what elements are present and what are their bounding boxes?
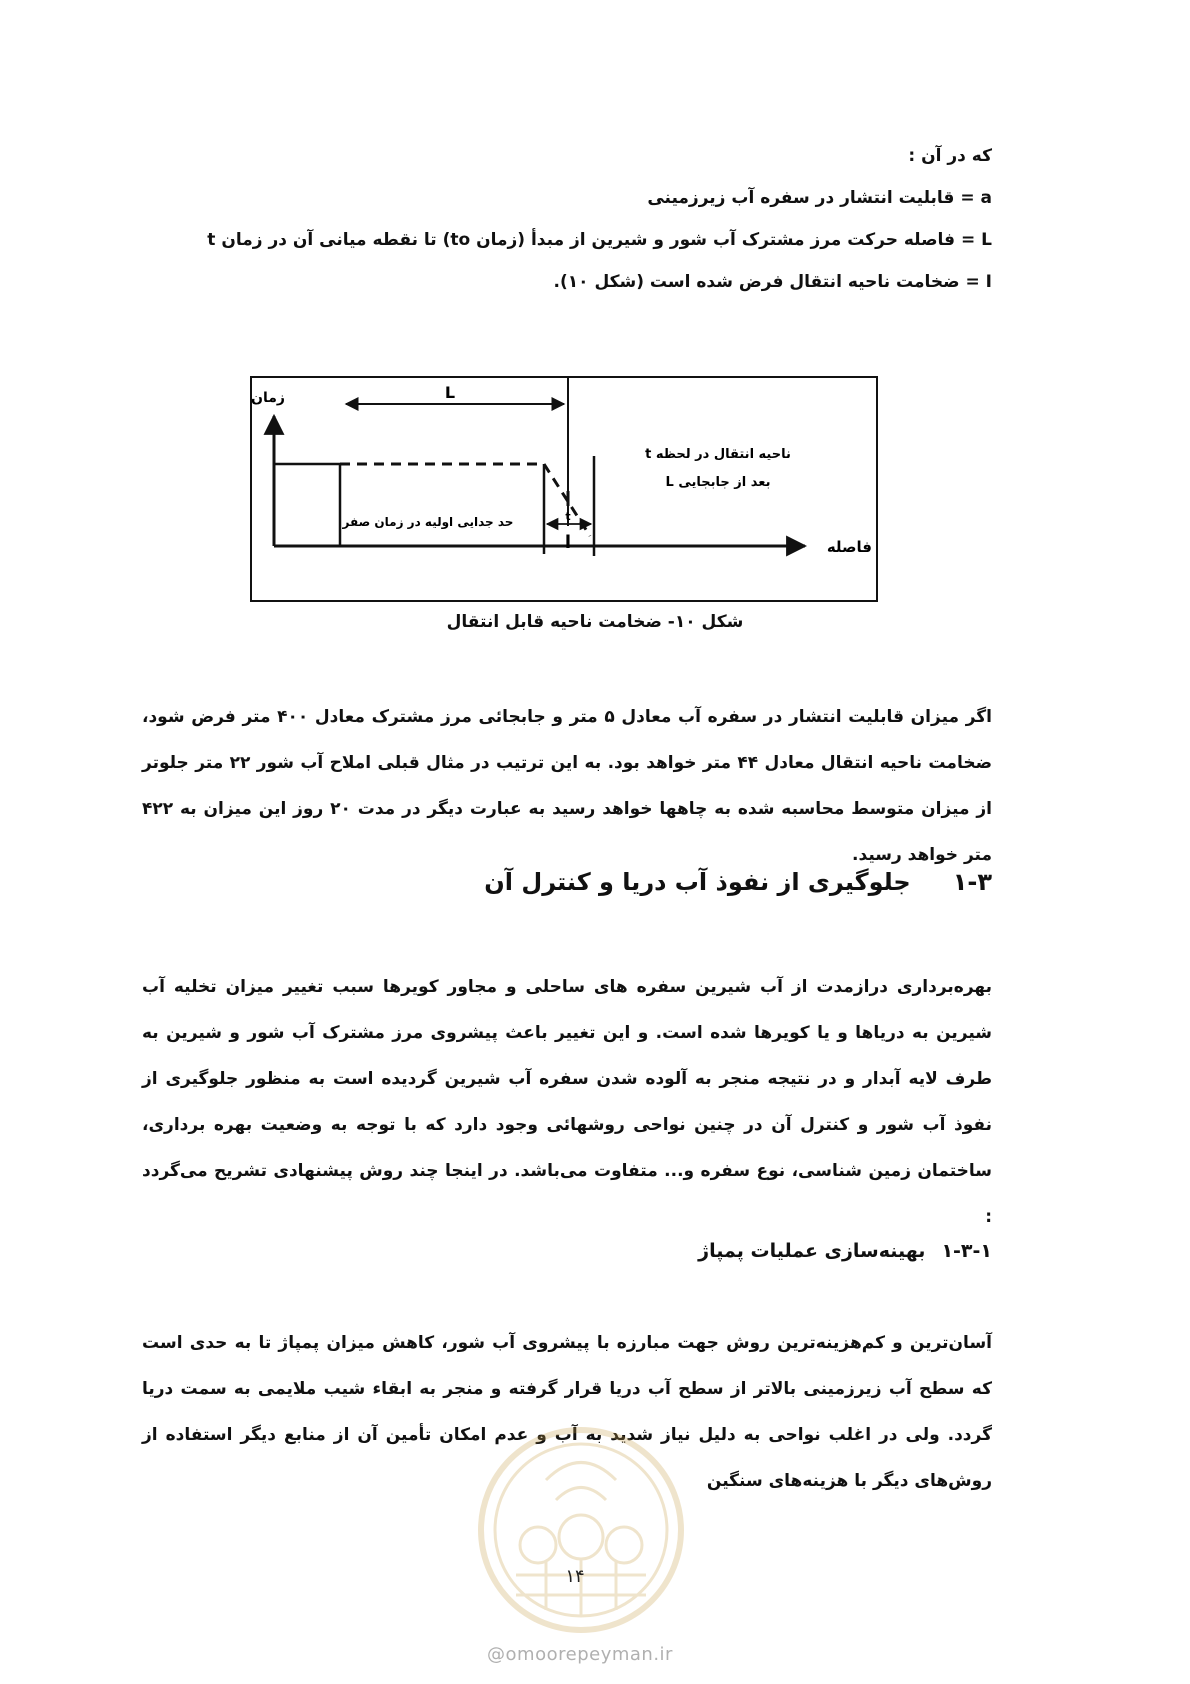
definition-I: [554, 272, 992, 292]
definitions-intro: که در آن :: [908, 146, 992, 166]
paragraph-seawater-intrusion: [142, 964, 992, 1240]
paragraph-text: اگر میزان قابلیت انتشار در سفره آب معادل ۵ متر و جابجائی مرز مشترک معادل ۴۰۰ متر فرض شود، ضخامت ناحیه انتقال معادل ۴۴ متر خواهد بود. به این ترتیب در مثال قبلی املاح آب شور ۲۲ متر جلوتر از میزان متوسط محاسبه شده به چاهها خواهد رسید به عبارت دیگر در مدت ۲۰ روز این میزان به ۴۲۲ متر خواهد رسید.: [142, 707, 993, 865]
paragraph-diffusion-example: [142, 694, 992, 878]
definition-symbol: L: [981, 230, 992, 250]
site-watermark: @omoorepeyman.ir: [487, 1644, 673, 1665]
definition-a: [647, 188, 992, 208]
L-label: L: [444, 383, 456, 402]
figure-frame: [251, 377, 877, 601]
definition-L: [207, 230, 992, 250]
subsection-number: ۱-۳-۱: [941, 1240, 992, 1262]
page-number: ۱۴: [565, 1566, 585, 1587]
figure-caption: شکل ۱۰- ضخامت ناحیه قابل انتقال: [446, 612, 744, 632]
zone-label-line1: ناحیه انتقال در لحظه t: [645, 447, 791, 462]
small-t-label: t: [565, 510, 571, 523]
section-number: ۱-۳: [952, 868, 992, 896]
y-axis-label: زمان: [251, 390, 285, 406]
section-title: جلوگیری از نفوذ آب دریا و کنترل آن: [484, 868, 911, 896]
definition-text: = فاصله حرکت مرز مشترک آب شور و شیرین از مبدأ (زمان to) تا نقطه میانی آن در زمان t: [207, 230, 976, 250]
initial-boundary-label: حد جدایی اولیه در زمان صفر: [342, 515, 514, 529]
definition-text: = قابلیت انتشار در سفره آب زیرزمینی: [647, 188, 975, 208]
watermark-seal-icon: [476, 1425, 686, 1635]
definition-symbol: a: [980, 188, 992, 208]
subsection-heading: [698, 1240, 992, 1262]
thickness-label: l: [564, 532, 572, 553]
subsection-title: بهینه‌سازی عملیات پمپاژ: [698, 1240, 926, 1262]
definition-symbol: I: [985, 272, 992, 292]
zone-label-line2: بعد از جابجایی L: [665, 475, 771, 490]
section-heading: [484, 868, 992, 896]
transition-zone-figure: [250, 376, 880, 606]
paragraph-text: آسان‌ترین و کم‌هزینه‌ترین روش جهت مبارزه با پیشروی آب شور، کاهش میزان پمپاژ تا به حدی است که سطح آب زیرزمینی بالاتر از سطح آب دریا قرار گرفته و منجر به ابقاء شیب ملایمی به سمت دریا گردد. ولی در اغلب نواحی به دلیل نیاز شدید به آب و عدم امکان تأمین آن از منابع دیگر استفاده از روش‌های دیگر با هزینه‌های سنگین: [142, 1333, 992, 1491]
definition-text: = ضخامت ناحیه انتقال فرض شده است (شکل ۱۰).: [553, 272, 980, 292]
paragraph-text: بهره‌برداری درازمدت از آب شیرین سفره های ساحلی و مجاور کویرها سبب تغییر میزان تخلیه آب شیرین به دریاها و یا کویرها شده است. و این تغییر باعث پیشروی مرز مشترک آب شور و شیرین به طرف لایه آبدار و در نتیجه منجر به آلوده شدن سفره آب شیرین گردیده است به منظور جلوگیری از نفوذ آب شور و کنترل آن در چنین نواحی روشهائی وجود دارد که با توجه به وضعیت بهره برداری، ساختمان زمین شناسی، نوع سفره و... متفاوت می‌باشد. در اینجا چند روش پیشنهادی تشریح می‌گردد :: [142, 977, 992, 1227]
x-axis-label: فاصله: [826, 538, 872, 556]
